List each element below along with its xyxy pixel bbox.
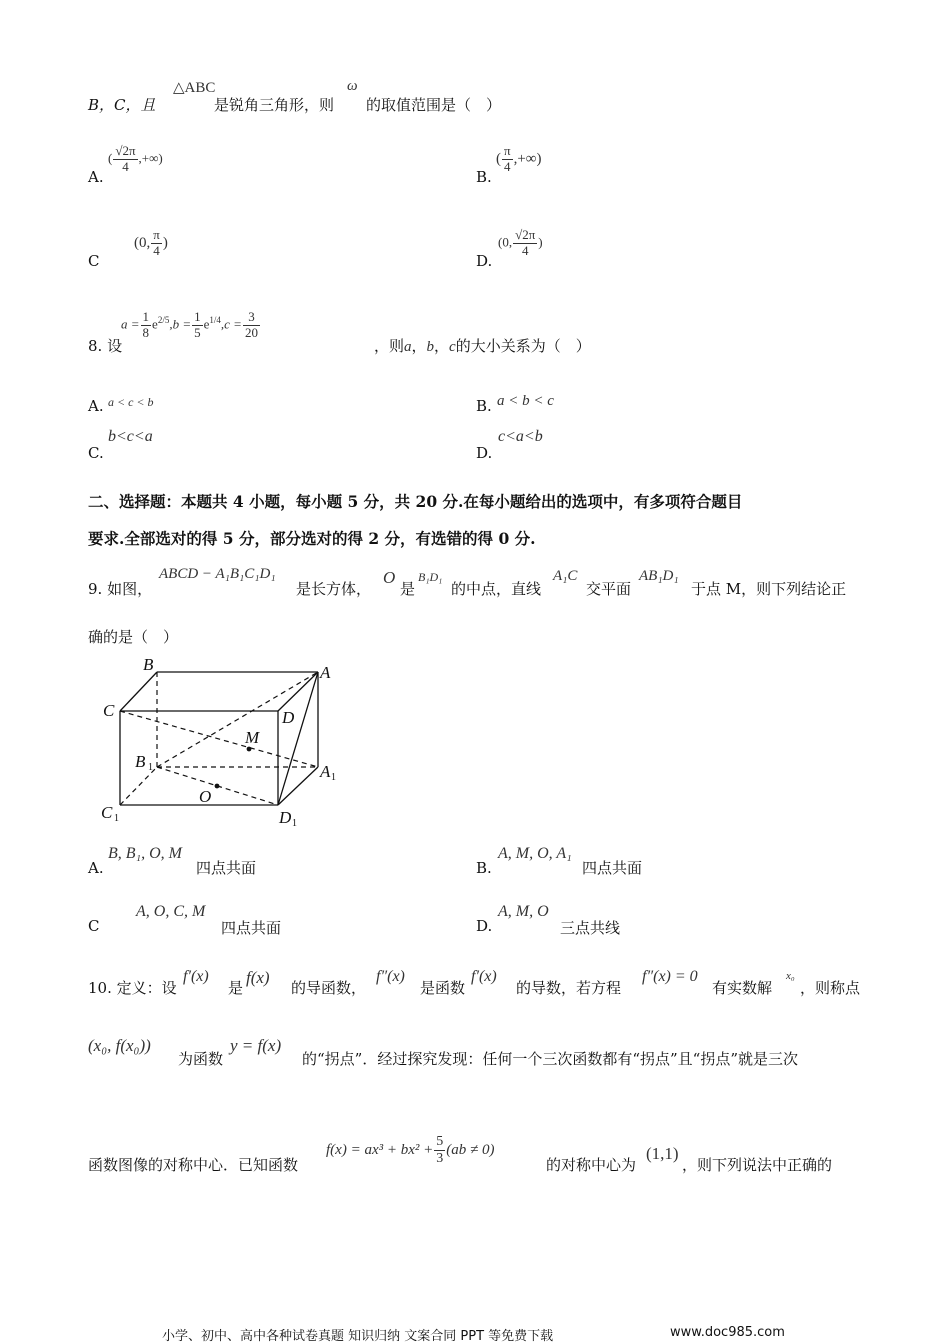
q9-line: A₁C [553, 568, 578, 584]
q9-t5: 于点 M，则下列结论正 [691, 580, 847, 598]
q9-a-expr: B, B₁, O, M [108, 845, 182, 862]
q7-d-num: √2π [515, 227, 536, 242]
label-b: B [143, 655, 154, 674]
q7-d-expr [498, 228, 543, 259]
q8-b-eq: ,b = [169, 316, 192, 332]
q8-b-e: e [203, 316, 210, 332]
q10-x0: x₀ [786, 970, 795, 982]
q9-d-text: 三点共线 [560, 919, 621, 937]
q10-t1: 是 [228, 979, 244, 997]
q8-definitions [121, 310, 261, 341]
q9-stem [88, 566, 888, 606]
q10-func-num: 5 [434, 1134, 445, 1151]
q7-c-open: (0, [134, 234, 151, 251]
label-b1: B [135, 752, 146, 771]
q10-line3 [88, 1134, 888, 1184]
q9-d-label: D. [476, 917, 493, 935]
q8-a-e: e [152, 316, 158, 332]
q8-b-num: 1 [194, 309, 201, 324]
q8-c-den: 20 [244, 324, 258, 340]
q8-stem [88, 310, 888, 360]
point-m [247, 747, 252, 752]
q9-b-expr: A, M, O, A₁ [498, 845, 572, 862]
q10-t2: 的导函数， [291, 979, 367, 997]
q9-c-expr: A, O, C, M [136, 903, 206, 920]
label-c1-sub: 1 [114, 813, 119, 824]
label-d1: D [279, 808, 292, 827]
q8-b-expr: a < b < c [497, 393, 554, 409]
label-c1: C [101, 803, 113, 822]
label-a: A [320, 663, 331, 682]
q10-t8: 的“拐点”．经过探究发现：任何一个三次函数都有“拐点”且“拐点”就是三次 [302, 1050, 799, 1068]
q9-t3: 的中点，直线 [451, 580, 542, 598]
q9-a-label: A. [88, 859, 104, 877]
q9-number: 9. 如图， [88, 580, 153, 598]
q9-t1: 是长方体， [296, 580, 372, 598]
q9-b-label: B. [476, 859, 492, 877]
q9-t2: 是 [400, 580, 416, 598]
q7-b-open: ( [496, 150, 501, 167]
q7-b-num: π [504, 143, 511, 158]
q10-t5: 有实数解 [712, 979, 773, 997]
q8-d-expr: c<a<b [498, 428, 543, 445]
q7-d-rest: ) [538, 234, 543, 250]
q10-t9: 函数图像的对称中心．已知函数 [88, 1156, 299, 1174]
q7-a-num: √2π [115, 143, 136, 158]
q9-t4: 交平面 [586, 580, 632, 598]
q7-b-label: B. [476, 168, 492, 186]
q7-c-rest: ) [162, 234, 168, 251]
label-a1-sub: 1 [331, 772, 336, 783]
q8-b-label: B. [476, 397, 492, 415]
q10-line1 [88, 966, 888, 1006]
q8-sep-2: ， [434, 337, 450, 355]
q9-O: O [383, 568, 396, 587]
q10-func-left: f(x) = ax³ + bx² + [326, 1142, 434, 1159]
q8-suffix-1: ，则 [374, 337, 405, 355]
q7-b-rest: ,+∞) [513, 150, 542, 167]
q10-number: 10. 定义：设 [88, 979, 177, 997]
q8-b-exp: 1/4 [209, 315, 221, 326]
q7-c-num: π [153, 227, 160, 242]
q10-eq: f″(x) = 0 [642, 968, 698, 985]
q10-yfx: y = f(x) [230, 1036, 282, 1055]
q9-cuboid-figure [95, 655, 355, 830]
q8-var-c: c [449, 339, 456, 355]
q7-a-open: ( [108, 150, 113, 166]
edge-c-b [120, 672, 157, 711]
q8-suffix-2: 的大小关系为（ ） [455, 337, 591, 355]
q9-d-expr: A, M, O [498, 903, 549, 920]
q7-stem-prefix: B，C，且 [88, 96, 156, 114]
q8-a-num: 1 [142, 309, 150, 324]
q7-a-expr [108, 144, 163, 175]
q7-c-den: 4 [153, 242, 160, 258]
q10-func-den: 3 [436, 1151, 444, 1167]
q8-a-den: 8 [142, 324, 150, 340]
q9-solid: ABCD − A₁B₁C₁D₁ [159, 566, 276, 582]
q8-a-label: A. [88, 397, 104, 415]
q9-c-label: C [88, 917, 100, 935]
q8-sep-1: ， [411, 337, 427, 355]
q9-plane: AB₁D₁ [639, 568, 679, 584]
q7-stem-mid: 是锐角三角形，则 [214, 96, 335, 114]
q7-b-den: 4 [504, 158, 511, 174]
q8-c-label: C. [88, 444, 104, 462]
q10-t7: 为函数 [178, 1050, 224, 1068]
q10-func-right: (ab ≠ 0) [446, 1142, 495, 1159]
q9-a-text: 四点共面 [196, 859, 257, 877]
q7-triangle: △ABC [173, 80, 216, 96]
q8-number: 8. 设 [88, 337, 123, 355]
q8-c-eq: ,c = [220, 316, 242, 332]
q8-b-den: 5 [194, 324, 201, 340]
q10-t3: 是函数 [420, 979, 466, 997]
q10-center: (1,1) [646, 1144, 679, 1163]
q10-t6: ，则称点 [800, 979, 861, 997]
point-o [215, 784, 220, 789]
q10-function [326, 1134, 494, 1167]
q8-tail [374, 335, 591, 356]
q7-a-label: A. [88, 168, 104, 186]
q8-c-expr: b<c<a [108, 428, 153, 445]
q7-d-open: (0, [498, 234, 513, 250]
q8-d-label: D. [476, 444, 493, 462]
q10-point: (x₀, f(x₀)) [88, 1036, 151, 1055]
q9-stem-line2: 确的是（ ） [88, 628, 179, 646]
q7-d-den: 4 [521, 242, 529, 258]
q10-t4: 的导数，若方程 [516, 979, 622, 997]
q7-stem-suffix: 的取值范围是（ ） [366, 96, 502, 114]
q9-b-text: 四点共面 [582, 859, 643, 877]
label-d1-sub: 1 [292, 818, 297, 829]
section2-line2: 要求.全部选对的得 5 分，部分选对的得 2 分，有选错的得 0 分. [88, 529, 536, 548]
q8-var-a: a [404, 339, 412, 355]
label-o: O [199, 787, 212, 806]
q9-c-text: 四点共面 [221, 919, 282, 937]
section2-line1: 二、选择题：本题共 4 小题，每小题 5 分，共 20 分.在每小题给出的选项中，有多项符合题目 [88, 492, 743, 511]
q8-a-eq: a = [121, 316, 140, 332]
q7-d-label: D. [476, 252, 493, 270]
q7-omega: ω [347, 78, 358, 94]
q7-b-expr [496, 144, 541, 175]
q7-a-rest: ,+∞) [138, 150, 163, 166]
footer-text: 小学、初中、高中各种试卷真题 知识归纳 文案合同 PPT 等免费下载 [162, 1329, 554, 1344]
label-d: D [282, 708, 295, 727]
label-m: M [245, 728, 260, 747]
q10-line2 [88, 1036, 888, 1076]
q10-t10: 的对称中心为 [546, 1156, 637, 1174]
q7-a-den: 4 [122, 158, 129, 174]
footer-url[interactable]: www.doc985.com [670, 1325, 785, 1340]
q10-f1: f′(x) [183, 968, 209, 985]
q10-t11: ，则下列说法中正确的 [682, 1156, 833, 1174]
label-c: C [103, 701, 115, 720]
label-a1: A [320, 762, 331, 781]
q10-f2: f″(x) [376, 968, 405, 985]
q8-a-expr: a < c < b [108, 395, 154, 409]
q8-var-b: b [426, 339, 435, 355]
q10-fx: f(x) [246, 968, 270, 987]
q9-seg: B₁D₁ [418, 570, 443, 584]
q8-a-exp: 2/5 [157, 315, 170, 326]
q10-f1-b: f′(x) [471, 968, 497, 985]
q7-c-expr [134, 228, 168, 259]
q8-c-num: 3 [243, 310, 260, 326]
q7-c-label: C [88, 252, 100, 270]
label-b1-sub: 1 [148, 762, 153, 773]
